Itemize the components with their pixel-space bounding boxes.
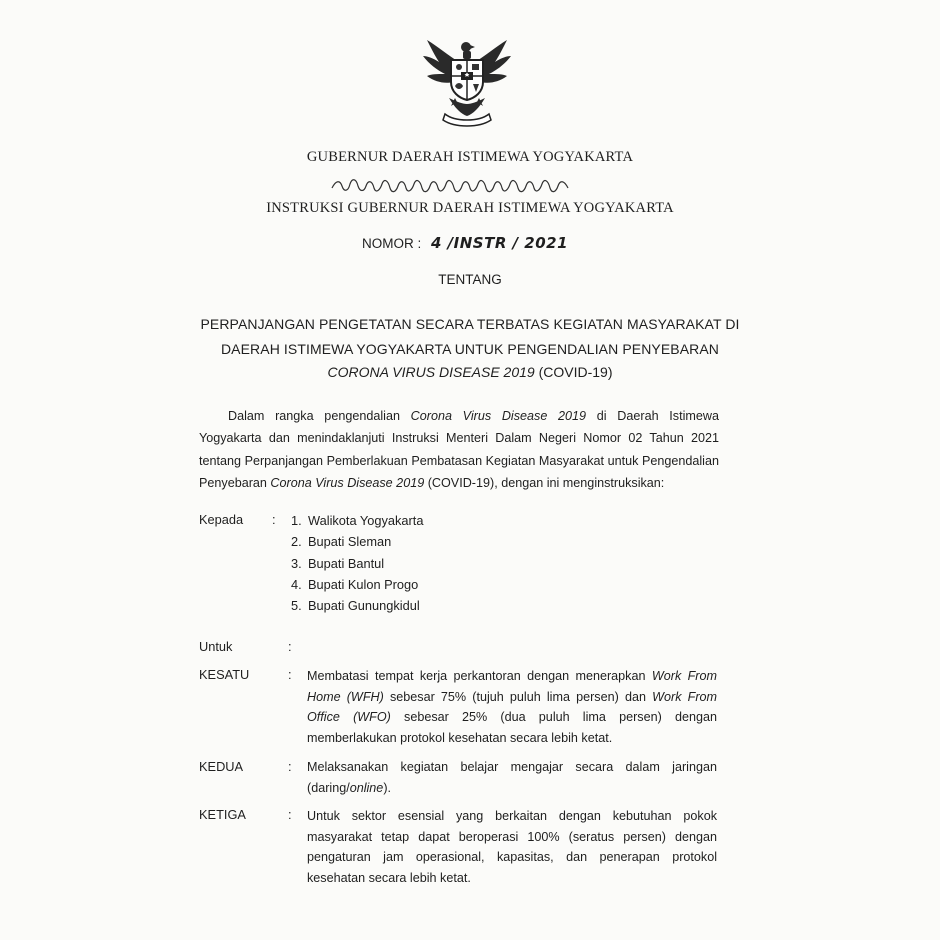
kedua-colon: : xyxy=(288,759,292,774)
kesatu-label: KESATU xyxy=(199,667,250,682)
intro-italic-2: Corona Virus Disease 2019 xyxy=(270,475,425,490)
ketiga-colon: : xyxy=(288,807,292,822)
title-line-3 xyxy=(0,364,940,380)
tentang-heading: TENTANG xyxy=(438,272,502,287)
kedua-text: Melaksanakan kegiatan belajar mengajar secara dalam jaringan (daring/online). xyxy=(307,760,717,795)
list-item: 4. Bupati Kulon Progo xyxy=(291,576,419,592)
title-line-1: PERPANJANGAN PENGETATAN SECARA TERBATAS KEGIATAN MASYARAKAT DI xyxy=(200,316,740,332)
nomor-label: NOMOR : xyxy=(362,236,422,251)
ketiga-text: Untuk sektor esensial yang berkaitan dengan kebutuhan pokok masyarakat tetap dapat beroperasi 100% (seratus persen) dengan pengaturan jam operasional, kapasitas, dan penerapan protokol kesehatan secara lebih ketat. xyxy=(307,809,717,885)
javanese-script-line xyxy=(330,176,570,196)
title-line-2: DAERAH ISTIMEWA YOGYAKARTA UNTUK PENGENDALIAN PENYEBARAN xyxy=(220,341,720,357)
untuk-colon: : xyxy=(288,639,292,654)
list-item: 3. Bupati Bantul xyxy=(291,555,385,571)
garuda-emblem-icon xyxy=(419,36,515,128)
intro-paragraph xyxy=(199,405,719,494)
kesatu-text: Membatasi tempat kerja perkantoran dengan menerapkan Work From Home (WFH) sebesar 75% (tujuh puluh lima persen) dan Work From Office (WFO) sebesar 25% (dua puluh lima persen) dengan memberlakukan protokol kesehatan secara lebih ketat. xyxy=(307,669,718,745)
intro-italic-1: Corona Virus Disease 2019 xyxy=(410,409,587,423)
untuk-label: Untuk xyxy=(199,639,233,654)
kedua-label: KEDUA xyxy=(199,759,244,774)
list-item: 2. Bupati Sleman xyxy=(291,534,392,550)
title-italic: CORONA VIRUS DISEASE 2019 xyxy=(327,364,535,380)
intro-text-1: Dalam rangka pengendalian xyxy=(228,409,411,423)
intro-text-2: di Daerah Istimewa Yogyakarta dan menindaklanjuti Instruksi Menteri Dalam Negeri Nomor 02 Tahun 2021 tentang Perpanjangan Pemberlakuan Pembatasan Kegiatan Masyarakat untuk Pengendalian Penyebaran xyxy=(199,409,719,490)
kepada-label: Kepada xyxy=(199,512,244,527)
list-item: 1. Walikota Yogyakarta xyxy=(291,513,424,528)
title-covid: (COVID-19) xyxy=(534,364,613,380)
kesatu-colon: : xyxy=(288,667,292,682)
intro-text-3: (COVID-19), dengan ini menginstruksikan: xyxy=(424,475,665,490)
governor-heading: GUBERNUR DAERAH ISTIMEWA YOGYAKARTA xyxy=(306,149,634,165)
nomor-line xyxy=(362,234,568,252)
ketiga-label: KETIGA xyxy=(199,807,246,822)
instruction-heading: INSTRUKSI GUBERNUR DAERAH ISTIMEWA YOGYAKARTA xyxy=(266,200,674,216)
kepada-colon: : xyxy=(272,512,276,527)
nomor-value: 4 /INSTR / 2021 xyxy=(431,234,569,252)
recipient-list xyxy=(291,510,423,616)
list-item: 5. Bupati Gunungkidul xyxy=(291,598,420,614)
